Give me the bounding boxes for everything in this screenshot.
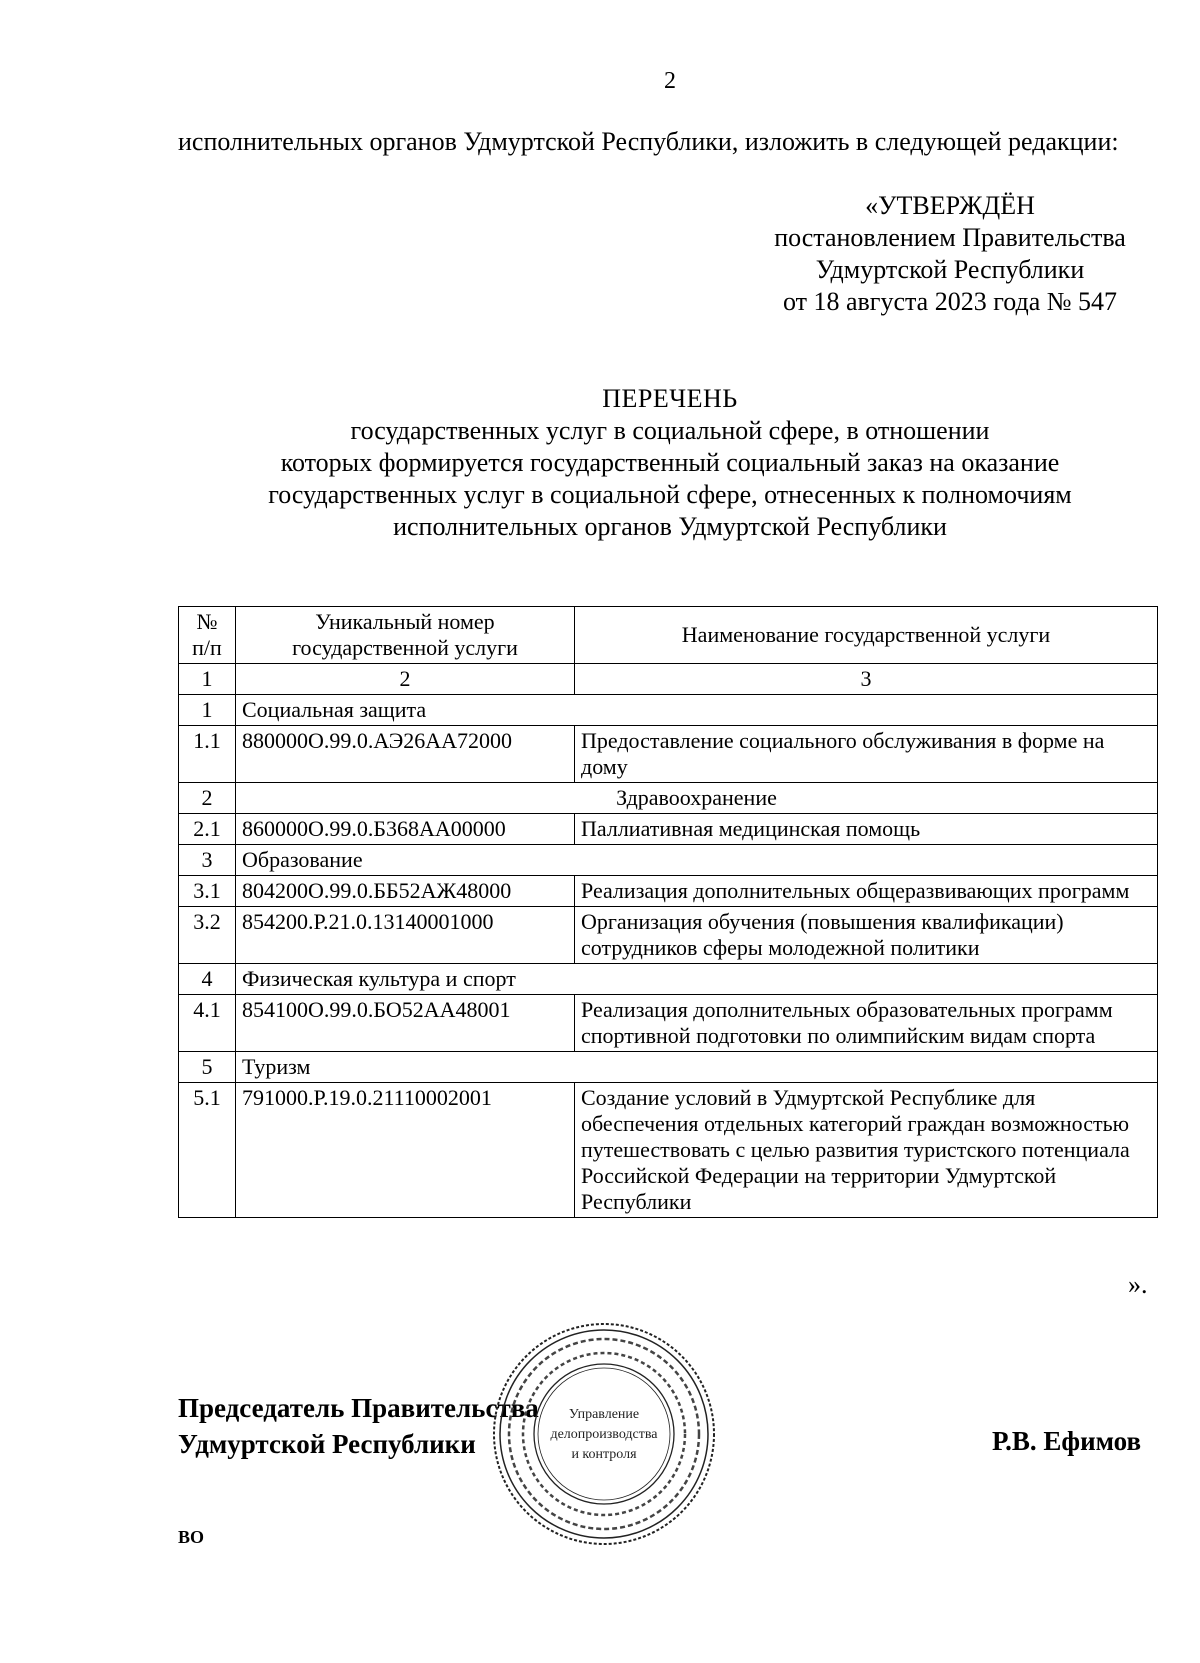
row-num: 5.1 xyxy=(179,1083,236,1218)
row-num: 2.1 xyxy=(179,814,236,845)
table-row xyxy=(179,1083,1158,1218)
table-row xyxy=(179,814,1158,845)
section-num: 5 xyxy=(179,1052,236,1083)
row-num: 4.1 xyxy=(179,995,236,1052)
header-code: Уникальный номер государственной услуги xyxy=(236,607,575,664)
table-row xyxy=(179,995,1158,1052)
section-row xyxy=(179,695,1158,726)
section-title: Здравоохранение xyxy=(236,783,1158,814)
page-number: 2 xyxy=(664,68,676,94)
title-line-4: исполнительных органов Удмуртской Республики xyxy=(393,512,947,541)
approval-line-4: от 18 августа 2023 года № 547 xyxy=(782,287,1118,316)
header-num: № п/п xyxy=(179,607,236,664)
row-code: 880000О.99.0.АЭ26АА72000 xyxy=(236,726,575,783)
row-code: 854200.Р.21.0.13140001000 xyxy=(236,907,575,964)
row-code: 854100О.99.0.БО52АА48001 xyxy=(236,995,575,1052)
section-title: Физическая культура и спорт xyxy=(236,964,1158,995)
section-num: 3 xyxy=(179,845,236,876)
section-title: Образование xyxy=(236,845,1158,876)
closing-quote: ». xyxy=(1128,1270,1148,1299)
title-line-3: государственных услуг в социальной сфере, отнесенных к полномочиям xyxy=(268,480,1072,509)
approval-line-2: постановлением Правительства xyxy=(774,223,1126,252)
approval-block xyxy=(740,190,1160,318)
row-num: 1.1 xyxy=(179,726,236,783)
stamp-center-line-1: Управление xyxy=(568,1407,640,1422)
header-name: Наименование государственной услуги xyxy=(575,607,1158,664)
row-name: Создание условий в Удмуртской Республике для обеспечения отдельных категорий граждан возможностью путешествовать с целью развития туристского потенциала Российской Федерации на территории Удмуртской Республики xyxy=(575,1083,1158,1218)
row-num: 3.1 xyxy=(179,876,236,907)
signature-title-line-1: Председатель Правительства xyxy=(178,1393,539,1423)
section-row xyxy=(179,845,1158,876)
footer-code: ВО xyxy=(178,1527,205,1547)
table-row xyxy=(179,876,1158,907)
row-name: Паллиативная медицинская помощь xyxy=(575,814,1158,845)
intro-paragraph: исполнительных органов Удмуртской Республики, изложить в следующей редакции: xyxy=(178,127,1119,156)
table-row xyxy=(179,907,1158,964)
signature-title-line-2: Удмуртской Республики xyxy=(178,1429,476,1459)
official-seal-stamp xyxy=(490,1320,718,1548)
row-name: Организация обучения (повышения квалификации) сотрудников сферы молодежной политики xyxy=(575,907,1158,964)
approval-line-3: Удмуртской Республики xyxy=(815,255,1085,284)
stamp-center-line-2: делопроизводства xyxy=(550,1427,658,1442)
approval-line-1: «УТВЕРЖДЁН xyxy=(865,191,1035,220)
row-name: Реализация дополнительных общеразвивающих программ xyxy=(575,876,1158,907)
row-code: 791000.Р.19.0.21110002001 xyxy=(236,1083,575,1218)
table-header-row xyxy=(179,607,1158,664)
section-num: 2 xyxy=(179,783,236,814)
col-number: 3 xyxy=(575,664,1158,695)
row-num: 3.2 xyxy=(179,907,236,964)
row-name: Предоставление социального обслуживания в форме на дому xyxy=(575,726,1158,783)
title-heading: ПЕРЕЧЕНЬ xyxy=(602,384,738,413)
section-num: 1 xyxy=(179,695,236,726)
section-num: 4 xyxy=(179,964,236,995)
table-row xyxy=(179,726,1158,783)
title-line-1: государственных услуг в социальной сфере, в отношении xyxy=(350,416,990,445)
stamp-center-line-3: и контроля xyxy=(571,1447,637,1462)
services-table xyxy=(178,606,1158,1218)
signature-title xyxy=(178,1390,539,1462)
section-row xyxy=(179,783,1158,814)
col-number: 1 xyxy=(179,664,236,695)
section-title: Туризм xyxy=(236,1052,1158,1083)
section-row xyxy=(179,1052,1158,1083)
title-line-2: которых формируется государственный социальный заказ на оказание xyxy=(280,448,1060,477)
row-code: 804200О.99.0.ББ52АЖ48000 xyxy=(236,876,575,907)
col-number: 2 xyxy=(236,664,575,695)
row-name: Реализация дополнительных образовательных программ спортивной подготовки по олимпийским видам спорта xyxy=(575,995,1158,1052)
row-code: 860000О.99.0.Б368АА00000 xyxy=(236,814,575,845)
section-row xyxy=(179,964,1158,995)
column-number-row xyxy=(179,664,1158,695)
document-title xyxy=(160,383,1180,543)
section-title: Социальная защита xyxy=(236,695,1158,726)
signatory-name: Р.В. Ефимов xyxy=(992,1426,1142,1456)
